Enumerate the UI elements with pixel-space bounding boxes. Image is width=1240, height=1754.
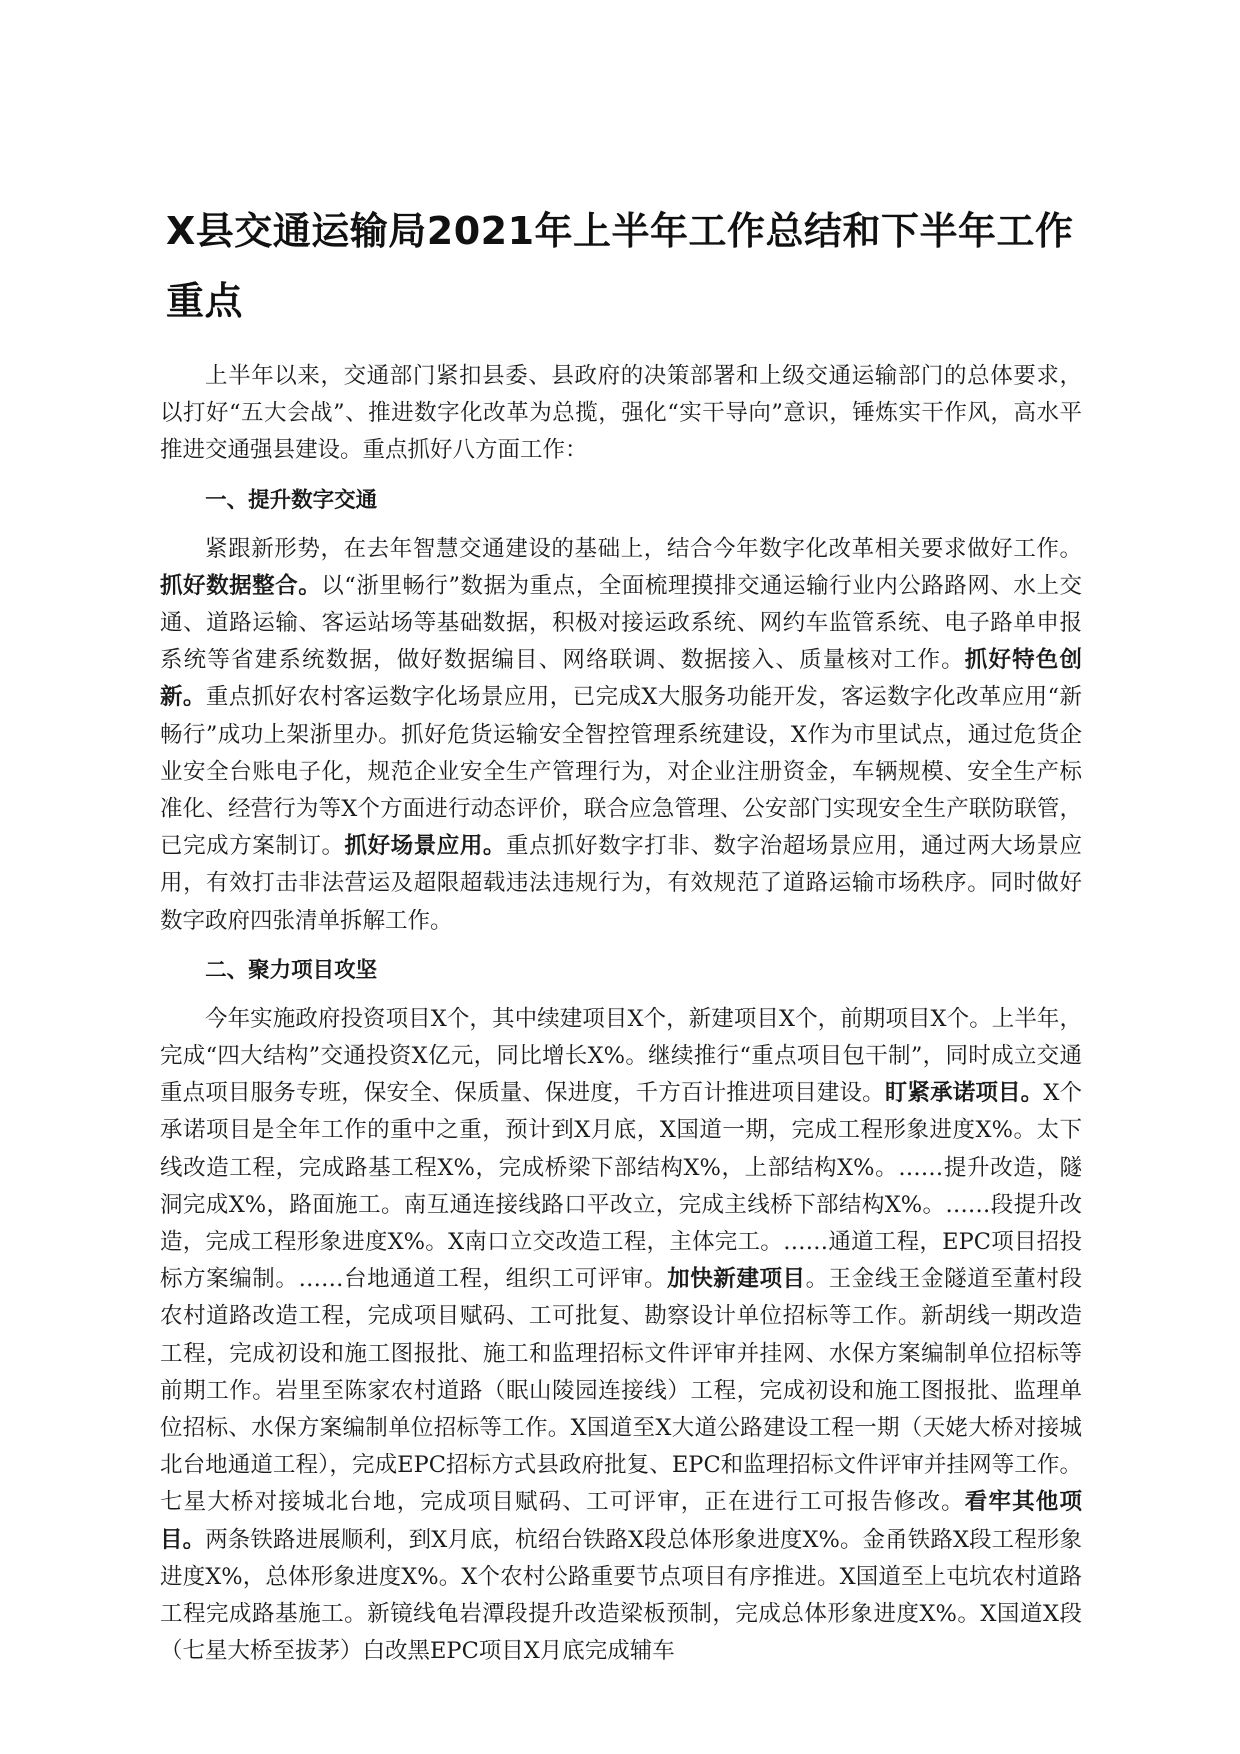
section1-text-2: 以“浙里畅行”数据为重点，全面梳理摸排交通运输行业内公路路网、水上交通、道路运输、客运站场等基础数据，积极对接运政系统、网约车监管系统、电子路单申报系统等省建系统数据，做好数据编目、网络联调、数据接入、质量核对工作。 xyxy=(160,572,1082,674)
section1-text-3: 重点抓好农村客运数字化场景应用，已完成X大服务功能开发，客运数字化改革应用“新畅行”成功上架浙里办。抓好危货运输安全智控管理系统建设，X作为市里试点，通过危货企业安全台账电子化，规范企业安全生产管理行为，对企业注册资金，车辆规模、安全生产标准化、经营行为等X个方面进行动态评价，联合应急管理、公安部门实现安全生产联防联管，已完成方案制订。 xyxy=(160,684,1082,860)
intro-paragraph: 上半年以来，交通部门紧扣县委、县政府的决策部署和上级交通运输部门的总体要求，以打好“五大会战”、推进数字化改革为总揽，强化“实干导向”意识，锤炼实干作风，高水平推进交通强县建设。重点抓好八方面工作： xyxy=(160,363,1082,464)
section1-bold-data-integration: 抓好数据整合。 xyxy=(160,572,322,599)
section1-bold-scenario-application: 抓好场景应用。 xyxy=(344,833,506,860)
section1-bold-feature-innovation: 抓好特色创新。 xyxy=(160,647,1082,711)
document-page xyxy=(160,196,1082,1671)
section2-text-1: 今年实施政府投资项目X个，其中续建项目X个，新建项目X个，前期项目X个。上半年，完成“四大结构”交通投资X亿元，同比增长X%。继续推行“重点项目包干制”，同时成立交通重点项目服务专班，保安全、保质量、保进度，千方百计推进项目建设。 xyxy=(160,1005,1082,1107)
section2-text-4: 两条铁路进展顺利，到X月底，杭绍台铁路X段总体形象进度X%。金甬铁路X段工程形象进度X%，总体形象进度X%。X个农村公路重要节点项目有序推进。X国道至上屯坑农村道路工程完成路基施工。新镜线龟岩潭段提升改造梁板预制，完成总体形象进度X%。X国道X段（七星大桥至拔茅）白改黑EPC项目X月底完成辅车 xyxy=(160,1526,1082,1665)
document-title: X县交通运输局2021年上半年工作总结和下半年工作重点 xyxy=(166,209,1074,323)
section2-text-2: X个承诺项目是全年工作的重中之重，预计到X月底，X国道一期，完成工程形象进度X%。太下线改造工程，完成路基工程X%，完成桥梁下部结构X%，上部结构X%。……提升改造，隧洞完成X%，路面施工。南互通连接线路口平改立，完成主线桥下部结构X%。……段提升改造，完成工程形象进度X%。X南口立交改造工程，主体完工。……通道工程，EPC项目招投标方案编制。……台地通道工程，组织工可评审。 xyxy=(160,1080,1082,1293)
section1-text-4: 重点抓好数字打非、数字治超场景应用，通过两大场景应用，有效打击非法营运及超限超载违法违规行为，有效规范了道路运输市场秩序。同时做好数字政府四张清单拆解工作。 xyxy=(160,833,1082,934)
section1-paragraph xyxy=(160,531,1082,940)
section-heading-digital-transport: 一、提升数字交通 xyxy=(205,487,378,513)
section2-paragraph xyxy=(160,1001,1082,1671)
section-heading-project-push: 二、聚力项目攻坚 xyxy=(205,957,378,983)
section1-text-1: 紧跟新形势，在去年智慧交通建设的基础上，结合今年数字化改革相关要求做好工作。 xyxy=(205,535,1082,562)
section2-bold-committed-projects: 盯紧承诺项目。 xyxy=(884,1080,1044,1107)
section2-bold-new-projects: 加快新建项目 xyxy=(667,1266,806,1293)
section2-bold-other-projects: 看牢其他项目。 xyxy=(160,1489,1082,1553)
section2-text-3: 。王金线王金隧道至董村段农村道路改造工程，完成项目赋码、工可批复、勘察设计单位招标等工作。新胡线一期改造工程，完成初设和施工图报批、施工和监理招标文件评审并挂网、水保方案编制单位招标等前期工作。岩里至陈家农村道路（眠山陵园连接线）工程，完成初设和施工图报批、监理单位招标、水保方案编制单位招标等工作。X国道至X大道公路建设工程一期（天姥大桥对接城北台地通道工程），完成EPC招标方式县政府批复、EPC和监理招标文件评审并挂网等工作。七星大桥对接城北台地，完成项目赋码、工可评审，正在进行工可报告修改。 xyxy=(160,1266,1082,1516)
